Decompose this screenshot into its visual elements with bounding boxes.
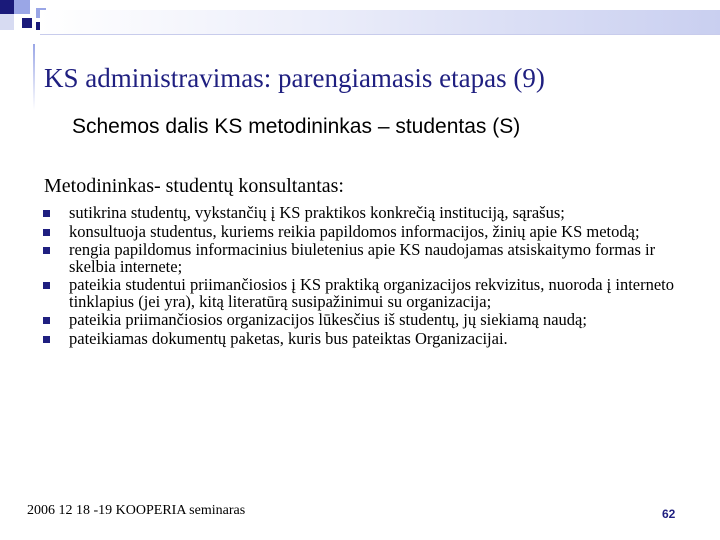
bullet-text: pateikia priimančiosios organizacijos lūkesčius iš studentų, jų siekiamą naudą; — [69, 310, 587, 329]
bullet-item — [40, 205, 690, 222]
square-bullet-icon — [43, 317, 50, 324]
bullet-text: pateikia studentui priimančiosios į KS praktiką organizacijos rekvizitus, nuoroda į interneto tinklapius (jei yra), kitą literatūrą susipažinimui su organizacija; — [69, 275, 675, 311]
bullet-list — [40, 205, 690, 349]
footer-text: 2006 12 18 -19 KOOPERIA seminaras — [27, 503, 246, 518]
decor-square-blue — [14, 0, 30, 14]
bullet-item — [40, 328, 690, 348]
decor-square-dark — [0, 0, 14, 14]
square-bullet-icon — [43, 282, 50, 289]
square-bullet-icon — [43, 336, 50, 343]
header-gradient-bar — [40, 10, 720, 34]
bullet-text: sutikrina studentų, vykstančių į KS praktikos konkrečią instituciją, sąrašus; — [69, 203, 565, 222]
left-accent-line — [33, 44, 35, 110]
bullet-text: pateikiamas dokumentų paketas, kuris bus pateiktas Organizacijai. — [69, 328, 508, 348]
slide-subtitle: Schemos dalis KS metodininkas – studentas (S) — [72, 115, 521, 138]
bullet-text: rengia papildomus informacinius biuletenius apie KS naudojamas atsiskaitymo formas ir skelbia internete; — [69, 240, 656, 276]
bullet-item — [40, 242, 690, 275]
header-divider — [40, 34, 720, 35]
section-heading: Metodininkas- studentų konsultantas: — [44, 175, 344, 197]
square-bullet-icon — [43, 229, 50, 236]
bullet-item — [40, 312, 690, 329]
square-bullet-icon — [43, 247, 50, 254]
bullet-item — [40, 277, 690, 310]
decor-square-dark-2 — [22, 18, 32, 28]
bullet-text: konsultuoja studentus, kuriems reikia papildomos informacijos, žinių apie KS metodą; — [69, 221, 640, 241]
decor-square-light — [0, 14, 14, 30]
bullet-item — [40, 221, 690, 241]
page-number: 62 — [662, 507, 676, 521]
slide-title: KS administravimas: parengiamasis etapas (9) — [44, 63, 545, 93]
square-bullet-icon — [43, 210, 50, 217]
